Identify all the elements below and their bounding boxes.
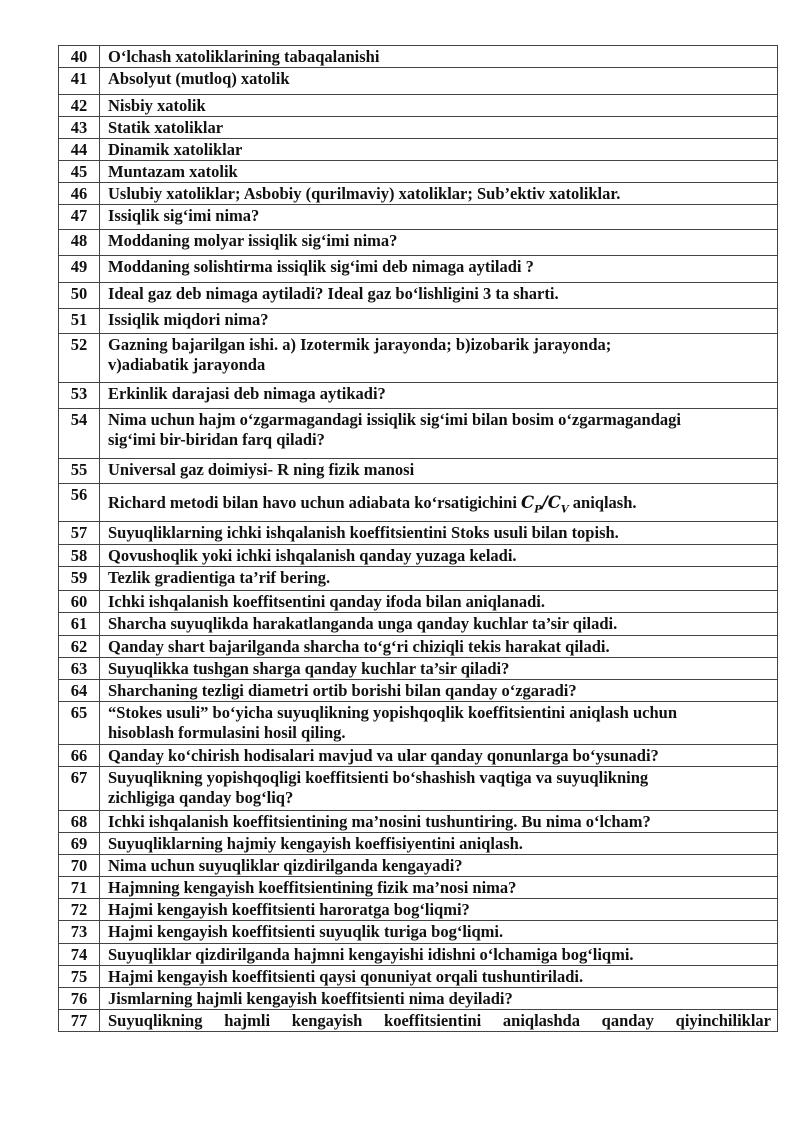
question-text xyxy=(100,95,778,117)
question-number: 49 xyxy=(59,256,100,283)
question-text-line: Qovushoqlik yoki ichki ishqalanish qanday yuzaga keladi. xyxy=(108,546,517,565)
question-text xyxy=(100,877,778,899)
question-text-line: Ichki ishqalanish koeffitsentini qanday ifoda bilan aniqlanadi. xyxy=(108,592,545,611)
question-text-line: Suyuqliklarning hajmiy kengayish koeffisiyentini aniqlash. xyxy=(108,834,523,853)
question-number: 48 xyxy=(59,230,100,256)
question-row xyxy=(59,636,778,658)
question-text-line: Erkinlik darajasi deb nimaga aytikadi? xyxy=(108,384,386,403)
question-row xyxy=(59,855,778,877)
question-text-line: Statik xatoliklar xyxy=(108,118,224,137)
question-number: 50 xyxy=(59,283,100,309)
question-row xyxy=(59,283,778,309)
fraction-slash: / xyxy=(541,493,548,512)
question-text-line: Issiqlik miqdori nima? xyxy=(108,310,269,329)
question-text xyxy=(100,46,778,68)
question-row xyxy=(59,161,778,183)
question-row xyxy=(59,95,778,117)
question-number: 45 xyxy=(59,161,100,183)
question-text-line: Muntazam xatolik xyxy=(108,162,238,181)
question-text xyxy=(100,745,778,767)
question-row xyxy=(59,944,778,966)
question-text-line: Suyuqliklarning ichki ishqalanish koeffitsientini Stoks usuli bilan topish. xyxy=(108,523,619,542)
cp-symbol xyxy=(521,493,542,516)
question-text xyxy=(100,383,778,409)
question-number: 44 xyxy=(59,139,100,161)
cp-base: C xyxy=(521,493,535,512)
question-number: 61 xyxy=(59,613,100,636)
question-row xyxy=(59,334,778,383)
question-row xyxy=(59,899,778,921)
question-text-line: v)adiabatik jarayonda xyxy=(108,355,266,374)
question-number: 59 xyxy=(59,567,100,591)
question-text xyxy=(100,855,778,877)
question-row xyxy=(59,1010,778,1032)
cv-base: C xyxy=(547,493,561,512)
question-number: 67 xyxy=(59,767,100,811)
question-row xyxy=(59,459,778,484)
question-number: 77 xyxy=(59,1010,100,1032)
question-text-line: Issiqlik sig‘imi nima? xyxy=(108,206,260,225)
question-number: 51 xyxy=(59,309,100,334)
question-row xyxy=(59,117,778,139)
question-row xyxy=(59,46,778,68)
question-number: 58 xyxy=(59,545,100,567)
question-row xyxy=(59,702,778,745)
question-text xyxy=(100,833,778,855)
question-text-line: “Stokes usuli” bo‘yicha suyuqlikning yopishqoqlik koeffitsientini aniqlash uchun xyxy=(108,703,678,722)
question-text xyxy=(100,205,778,230)
question-text xyxy=(100,256,778,283)
question-text xyxy=(100,944,778,966)
question-number: 75 xyxy=(59,966,100,988)
question-text-line: Ideal gaz deb nimaga aytiladi? Ideal gaz bo‘lishligini 3 ta sharti. xyxy=(108,284,559,303)
question-text-line: Sharcha suyuqlikda harakatlanganda unga qanday kuchlar ta’sir qiladi. xyxy=(108,614,618,633)
question-number: 40 xyxy=(59,46,100,68)
question-text xyxy=(100,702,778,745)
question-text xyxy=(100,409,778,459)
question-number: 46 xyxy=(59,183,100,205)
question-row xyxy=(59,545,778,567)
cv-subscript: V xyxy=(560,504,569,516)
question-text-line: Hajmi kengayish koeffitsienti haroratga bog‘liqmi? xyxy=(108,900,470,919)
question-number: 66 xyxy=(59,745,100,767)
question-text-line: Qanday shart bajarilganda sharcha to‘g‘ri chiziqli tekis harakat qiladi. xyxy=(108,637,610,656)
question-text-line: Suyuqlikning yopishqoqligi koeffitsienti bo‘shashish vaqtiga va suyuqlikning xyxy=(108,768,649,787)
question-56-text-before: Richard metodi bilan havo uchun adiabata ko‘rsatigichini xyxy=(108,493,522,512)
question-number: 71 xyxy=(59,877,100,899)
question-text xyxy=(100,613,778,636)
question-row xyxy=(59,183,778,205)
question-text xyxy=(100,1010,778,1032)
question-text-line: Moddaning solishtirma issiqlik sig‘imi deb nimaga aytiladi ? xyxy=(108,257,534,276)
questions-table xyxy=(58,45,778,1032)
question-number: 54 xyxy=(59,409,100,459)
question-text xyxy=(100,636,778,658)
question-text xyxy=(100,334,778,383)
question-number: 41 xyxy=(59,68,100,95)
question-row xyxy=(59,745,778,767)
question-text xyxy=(100,484,778,522)
question-row xyxy=(59,966,778,988)
question-text-line: Tezlik gradientiga ta’rif bering. xyxy=(108,568,331,587)
question-text xyxy=(100,161,778,183)
question-text-line: Jismlarning hajmli kengayish koeffitsienti nima deyiladi? xyxy=(108,989,513,1008)
question-text-line: Hajmi kengayish koeffitsienti suyuqlik turiga bog‘liqmi. xyxy=(108,922,504,941)
cp-subscript: P xyxy=(534,504,542,516)
question-number: 73 xyxy=(59,921,100,944)
question-text xyxy=(100,658,778,680)
question-number: 43 xyxy=(59,117,100,139)
question-text-line: Hajmi kengayish koeffitsienti qaysi qonuniyat orqali tushuntiriladi. xyxy=(108,967,584,986)
question-row xyxy=(59,613,778,636)
question-row xyxy=(59,230,778,256)
question-row xyxy=(59,811,778,833)
question-row xyxy=(59,877,778,899)
question-row xyxy=(59,567,778,591)
question-text-line: Sharchaning tezligi diametri ortib borishi bilan qanday o‘zgaradi? xyxy=(108,681,577,700)
question-row xyxy=(59,309,778,334)
question-number: 68 xyxy=(59,811,100,833)
question-number: 76 xyxy=(59,988,100,1010)
question-text-line: Suyuqliklar qizdirilganda hajmni kengayishi idishni o‘lchamiga bog‘liqmi. xyxy=(108,945,634,964)
question-text xyxy=(100,591,778,613)
question-row xyxy=(59,921,778,944)
question-text xyxy=(100,522,778,545)
question-number: 56 xyxy=(59,484,100,522)
question-row xyxy=(59,988,778,1010)
cv-symbol xyxy=(547,493,569,516)
question-number: 74 xyxy=(59,944,100,966)
question-row xyxy=(59,409,778,459)
question-text-line: Nima uchun suyuqliklar qizdirilganda kengayadi? xyxy=(108,856,463,875)
question-text xyxy=(100,567,778,591)
question-text xyxy=(100,68,778,95)
question-text xyxy=(100,459,778,484)
question-text xyxy=(100,230,778,256)
question-row xyxy=(59,680,778,702)
question-text xyxy=(100,767,778,811)
question-row xyxy=(59,68,778,95)
question-56-text-after: aniqlash. xyxy=(568,493,637,512)
question-text xyxy=(100,921,778,944)
question-text-line: Suyuqlikning hajmli kengayish koeffitsientini aniqlashda qanday qiyinchiliklar xyxy=(108,1011,771,1030)
question-text xyxy=(100,988,778,1010)
question-number: 47 xyxy=(59,205,100,230)
question-text-line: sig‘imi bir-biridan farq qiladi? xyxy=(108,430,325,449)
question-text-line: Absolyut (mutloq) xatolik xyxy=(108,69,290,88)
question-text xyxy=(100,680,778,702)
question-number: 72 xyxy=(59,899,100,921)
question-text-line: Nisbiy xatolik xyxy=(108,96,206,115)
question-sheet xyxy=(58,45,778,1032)
question-number: 64 xyxy=(59,680,100,702)
question-row xyxy=(59,205,778,230)
question-text-line: Moddaning molyar issiqlik sig‘imi nima? xyxy=(108,231,398,250)
question-number: 63 xyxy=(59,658,100,680)
question-row xyxy=(59,139,778,161)
question-number: 42 xyxy=(59,95,100,117)
question-number: 60 xyxy=(59,591,100,613)
question-row-56 xyxy=(59,484,778,522)
question-text-line: Gazning bajarilgan ishi. a) Izotermik jarayonda; b)izobarik jarayonda; xyxy=(108,335,612,354)
question-number: 69 xyxy=(59,833,100,855)
question-row xyxy=(59,383,778,409)
question-number: 62 xyxy=(59,636,100,658)
question-number: 55 xyxy=(59,459,100,484)
question-number: 65 xyxy=(59,702,100,745)
question-text-line: Qanday ko‘chirish hodisalari mavjud va ular qanday qonunlarga bo‘ysunadi? xyxy=(108,746,659,765)
question-text-line: Ichki ishqalanish koeffitsientining ma’nosini tushuntiring. Bu nima o‘lcham? xyxy=(108,812,651,831)
question-row xyxy=(59,591,778,613)
questions-table-body xyxy=(59,46,778,1032)
question-text-line: Dinamik xatoliklar xyxy=(108,140,243,159)
question-text xyxy=(100,545,778,567)
question-text-line: zichligiga qanday bog‘liq? xyxy=(108,788,294,807)
question-text-line: Hajmning kengayish koeffitsientining fizik ma’nosi nima? xyxy=(108,878,517,897)
question-text xyxy=(100,811,778,833)
question-text-line: hisoblash formulasini hosil qiling. xyxy=(108,723,346,742)
question-text xyxy=(100,899,778,921)
question-text-line: Nima uchun hajm o‘zgarmagandagi issiqlik sig‘imi bilan bosim o‘zgarmagandagi xyxy=(108,410,681,429)
question-row xyxy=(59,256,778,283)
question-row xyxy=(59,522,778,545)
question-row xyxy=(59,833,778,855)
question-text-line: O‘lchash xatoliklarining tabaqalanishi xyxy=(108,47,380,66)
question-text xyxy=(100,139,778,161)
question-row xyxy=(59,658,778,680)
question-number: 57 xyxy=(59,522,100,545)
question-text-line: Universal gaz doimiysi- R ning fizik manosi xyxy=(108,460,415,479)
question-text xyxy=(100,966,778,988)
question-text xyxy=(100,117,778,139)
question-number: 52 xyxy=(59,334,100,383)
question-text xyxy=(100,309,778,334)
question-text-line: Uslubiy xatoliklar; Asbobiy (qurilmaviy) xatoliklar; Sub’ektiv xatoliklar. xyxy=(108,184,621,203)
question-row xyxy=(59,767,778,811)
question-text xyxy=(100,183,778,205)
question-text-line: Suyuqlikka tushgan sharga qanday kuchlar ta’sir qiladi? xyxy=(108,659,510,678)
question-text xyxy=(100,283,778,309)
question-number: 53 xyxy=(59,383,100,409)
question-number: 70 xyxy=(59,855,100,877)
